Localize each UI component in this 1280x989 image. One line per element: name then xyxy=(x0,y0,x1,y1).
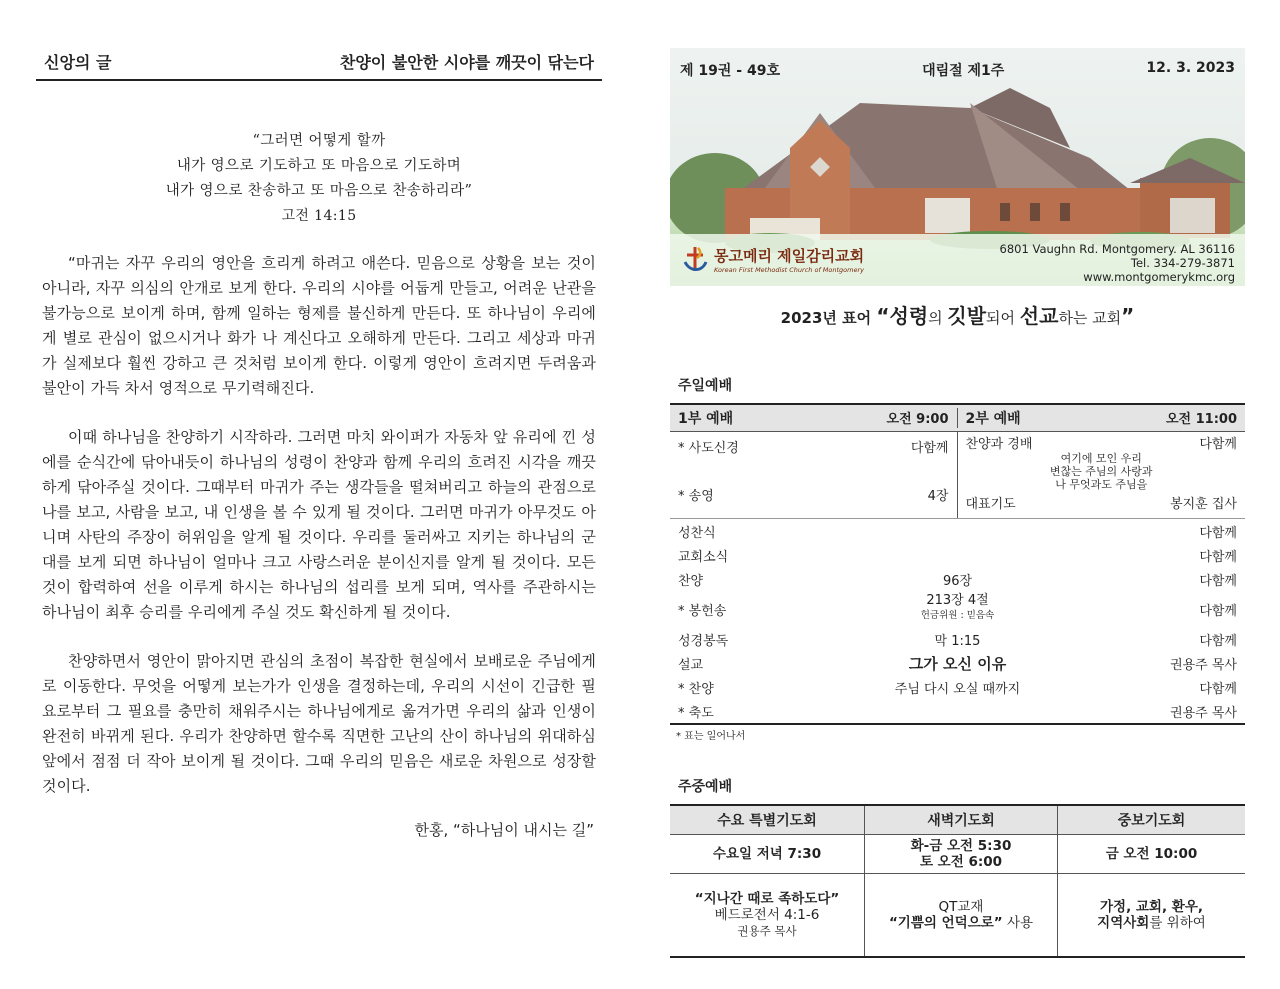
issue-date: 12. 3. 2023 xyxy=(1146,60,1235,76)
order-item xyxy=(670,699,1245,723)
order-item xyxy=(670,627,1245,651)
item-name: * 축도 xyxy=(678,705,714,721)
volume-number: 제 19권 - 49호 xyxy=(680,63,780,79)
item-name: 찬양 xyxy=(678,573,704,589)
weekday-worship-table xyxy=(670,804,1245,958)
devotional-body xyxy=(36,251,602,799)
item-name: 성경봉독 xyxy=(678,633,729,649)
item-name: 성찬식 xyxy=(678,525,716,541)
wednesday-preacher: 권용주 목사 xyxy=(737,924,797,938)
item-name: 대표기도 xyxy=(965,496,1016,512)
wednesday-time: 수요일 저녁 7:30 xyxy=(670,835,865,874)
devotional-title: 찬양이 불안한 시야를 깨끗이 닦는다 xyxy=(339,53,594,72)
paragraph: 이때 하나님을 찬양하기 시작하라. 그러면 마치 와이퍼가 자동차 앞 유리에 낀 성에를 순식간에 닦아내듯이 하나님의 성령이 찬양과 함께 우리의 흐려진 시각을 깨끗하게 닦아주실 것이다. 그때부터 마귀가 주는 생각들을 떨쳐버리고 하늘의 관점으로 나를 보고, 사람을 보고, 내 인생을 볼 수 있게 될 것이다. 그러면 마귀가 아무것도 아니며 사탄의 주장이 허위임을 알게 될 것이다. 우리를 둘러싸고 지키는 하나님의 군대를 보게 되면 하나님이 얼마나 크고 사랑스러운 분이신지를 알게 될 것이다. 모든 것이 합력하여 선을 이루게 하시는 하나님의 섭리를 보게 되며, 역사를 주관하시는 하나님이 최후 승리를 우리에게 주실 것도 확신하게 될 것이다. xyxy=(42,428,596,621)
methodist-cross-icon xyxy=(680,244,710,274)
item-name: 교회소식 xyxy=(678,549,729,565)
standing-note: * 표는 일어나서 xyxy=(676,731,746,742)
order-item xyxy=(670,543,1245,567)
item-detail: 213장 4절 xyxy=(926,593,989,608)
item-leader: 권용주 목사 xyxy=(1170,657,1237,673)
column-header: 중보기도회 xyxy=(1058,805,1246,835)
order-item xyxy=(958,432,1246,452)
intercession-suffix: 를 위하여 xyxy=(1149,915,1206,931)
dawn-weekday-time: 화-금 오전 5:30 xyxy=(910,838,1012,854)
intercession-detail xyxy=(1058,874,1246,958)
motto-word: 선교 xyxy=(1019,304,1059,328)
item-hymn-number: 4장 xyxy=(927,488,949,504)
intercession-line: 가정, 교회, 환우, xyxy=(1099,899,1204,915)
motto-prefix: 2023년 표어 xyxy=(780,309,872,327)
devotional-header xyxy=(36,50,602,81)
item-leader: 다함께 xyxy=(910,440,949,456)
church-website: www.montgomerykmc.org xyxy=(1083,270,1235,284)
item-leader: 다함께 xyxy=(1199,549,1237,565)
dawn-use: 사용 xyxy=(1002,915,1034,931)
order-item xyxy=(670,591,1245,627)
issue-info-bar xyxy=(670,60,1245,80)
dawn-material: QT교재 xyxy=(938,899,984,915)
motto-text: 되어 xyxy=(986,309,1020,327)
motto-word: 깃발 xyxy=(947,304,987,328)
bulletin-column xyxy=(670,48,1245,958)
order-item xyxy=(958,491,1246,513)
sunday-worship-table xyxy=(670,403,1245,725)
order-item xyxy=(670,567,1245,591)
verse-line: “그러면 어떻게 할까 xyxy=(252,133,386,149)
wednesday-detail xyxy=(670,874,865,958)
order-item xyxy=(670,651,1245,675)
praise-song: 여기에 모인 우리 xyxy=(1060,452,1142,465)
motto-text: 의 xyxy=(928,309,948,327)
scripture-quote xyxy=(36,129,602,229)
item-name: * 사도신경 xyxy=(678,440,739,456)
item-name: * 봉헌송 xyxy=(678,603,727,619)
item-leader: 다함께 xyxy=(1199,633,1237,649)
item-name: 찬양과 경배 xyxy=(965,436,1033,452)
sermon-title: 그가 오신 이유 xyxy=(908,654,1007,673)
item-name: * 찬양 xyxy=(678,681,714,697)
dawn-times xyxy=(865,835,1058,874)
item-leader: 다함께 xyxy=(1199,525,1237,541)
item-leader: 다함께 xyxy=(1199,603,1237,619)
church-name-english: Korean First Methodist Church of Montgomery xyxy=(714,265,864,274)
order-item xyxy=(670,519,1245,543)
offering-committee: 헌금위원 : 믿음속 xyxy=(920,610,995,621)
church-banner xyxy=(670,48,1245,286)
order-item xyxy=(670,482,957,506)
dawn-saturday-time: 토 오전 6:00 xyxy=(919,854,1003,870)
second-service-time: 오전 11:00 xyxy=(1165,412,1237,427)
wednesday-sermon-title: “지나간 때로 족하도다” xyxy=(694,891,840,907)
intercession-community: 지역사회 xyxy=(1097,915,1150,931)
paragraph: 찬양하면서 영안이 맑아지면 관심의 초점이 복잡한 현실에서 보배로운 주님에게로 이동한다. 무엇을 어떻게 보는가가 인생을 결정하는데, 우리의 시선이 긴급한 필요로부터 그 필요를 충만히 채워주시는 하나님에게로 옮겨가면 우리의 삶과 인생이 완전히 바뀌게 된다. 우리가 찬양하면 할수록 직면한 고난의 산이 하나님의 위대하심 앞에서 점점 더 작아 보이게 될 것이다. 그때 우리의 믿음은 새로운 차원으로 성장할 것이다. xyxy=(42,652,596,795)
motto-text: 하는 교회 xyxy=(1058,309,1122,327)
order-item xyxy=(670,675,1245,699)
wednesday-scripture: 베드로전서 4:1-6 xyxy=(714,907,820,923)
item-leader: 권용주 목사 xyxy=(1170,705,1237,721)
order-item xyxy=(670,434,957,458)
column-header: 새벽기도회 xyxy=(865,805,1058,835)
dawn-book-title: “기쁨의 언덕으로” xyxy=(888,915,1003,931)
praise-song: 변찮는 주님의 사랑과 xyxy=(1049,465,1153,478)
motto-quote-open: “ xyxy=(876,304,890,328)
annual-motto xyxy=(670,300,1245,329)
praise-song-list xyxy=(958,452,1246,491)
intercession-time: 금 오전 10:00 xyxy=(1058,835,1246,874)
first-service-time: 오전 9:00 xyxy=(886,412,949,427)
motto-quote-close: ” xyxy=(1121,304,1135,328)
liturgical-season: 대림절 제1주 xyxy=(922,63,1005,79)
item-leader: 다함께 xyxy=(1199,681,1237,697)
source-citation: 한홍, “하나님이 내시는 길” xyxy=(414,821,594,839)
dawn-detail xyxy=(865,874,1058,958)
item-leader: 다함께 xyxy=(1199,573,1237,589)
item-detail: 주님 다시 오실 때까지 xyxy=(894,681,1021,697)
service-header xyxy=(670,405,1245,432)
item-leader: 다함께 xyxy=(1199,436,1237,452)
item-name: 설교 xyxy=(678,657,704,673)
motto-word: 성령 xyxy=(889,304,929,328)
church-logo xyxy=(680,244,864,274)
scripture-reading: 막 1:15 xyxy=(934,633,981,649)
praise-song: 나 무엇과도 주님을 xyxy=(1055,478,1148,491)
column-header: 수요 특별기도회 xyxy=(670,805,865,835)
verse-reference: 고전 14:15 xyxy=(281,208,357,224)
verse-line: 내가 영으로 기도하고 또 마음으로 기도하며 xyxy=(176,158,462,174)
church-phone: Tel. 334-279-3871 xyxy=(1130,256,1235,270)
church-info-strip xyxy=(670,234,1245,286)
first-service-label: 1부 예배 xyxy=(678,411,734,427)
paragraph: “마귀는 자꾸 우리의 영안을 흐리게 하려고 애쓴다. 믿음으로 상황을 보는 것이 아니라, 자꾸 의심의 안개로 보게 한다. 우리의 시야를 어둡게 만들고, 어려운 난관을 불가능으로 보이게 하며, 함께 일하는 형제를 불신하게 만든다. 또 하나님이 우리에게 별로 관심이 없으시거나 화가 나 계신다고 오해하게 만든다. 그리고 세상과 마귀가 실제보다 훨씬 강하고 큰 것처럼 보이게 한다. 이렇게 영안이 흐려지면 두려움과 불안이 가득 차서 영적으로 무기력해진다. xyxy=(42,254,596,397)
church-contact xyxy=(1000,242,1235,284)
item-detail: 96장 xyxy=(942,573,973,589)
item-name: * 송영 xyxy=(678,488,714,504)
church-address: 6801 Vaughn Rd. Montgomery. AL 36116 xyxy=(999,242,1235,256)
service-split-section xyxy=(670,432,1245,519)
item-leader: 봉지훈 집사 xyxy=(1170,496,1237,512)
second-service-label: 2부 예배 xyxy=(965,411,1021,427)
verse-line: 내가 영으로 찬송하고 또 마음으로 찬송하리라” xyxy=(165,183,473,199)
church-name-korean: 몽고메리 제일감리교회 xyxy=(714,246,865,265)
sunday-worship-title: 주일예배 xyxy=(678,378,733,394)
weekday-worship-title: 주중예배 xyxy=(678,779,733,795)
devotional-column xyxy=(36,50,602,840)
section-label: 신앙의 글 xyxy=(44,53,112,72)
